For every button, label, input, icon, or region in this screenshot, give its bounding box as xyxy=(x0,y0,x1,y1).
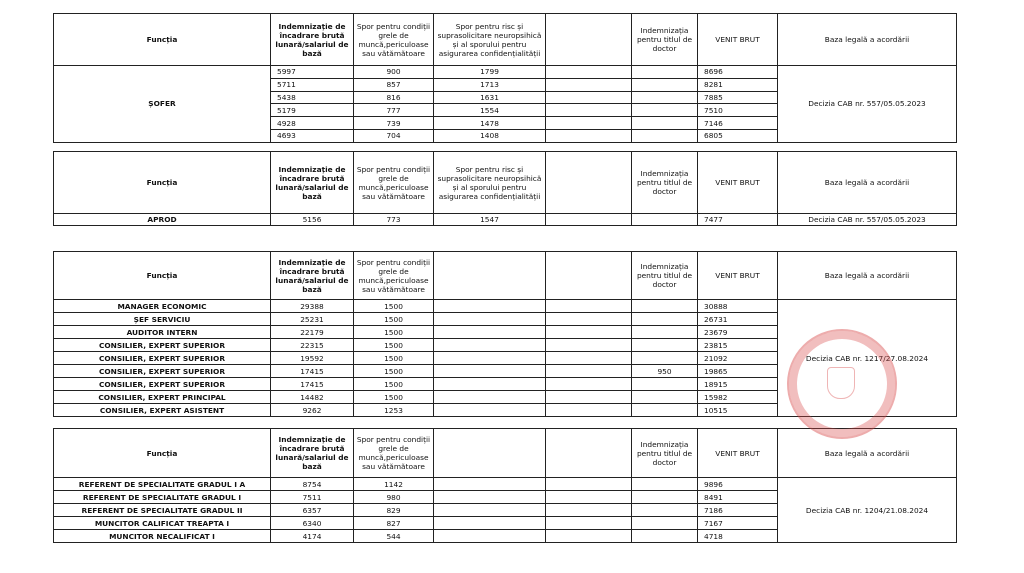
header-gross: VENIT BRUT xyxy=(698,152,778,214)
table-header-row xyxy=(54,429,957,478)
cell-blank xyxy=(546,326,632,339)
cell-gross: 8696 xyxy=(698,66,778,79)
cell-function: CONSILIER, EXPERT ASISTENT xyxy=(54,404,271,417)
cell-hard: 1500 xyxy=(354,313,434,326)
header-gross: VENIT BRUT xyxy=(698,252,778,300)
cell-hard: 1142 xyxy=(354,478,434,491)
cell-risk xyxy=(434,313,546,326)
cell-doctor xyxy=(632,91,698,104)
cell-blank xyxy=(546,504,632,517)
cell-gross: 23815 xyxy=(698,339,778,352)
cell-doctor xyxy=(632,504,698,517)
cell-hard: 857 xyxy=(354,78,434,91)
cell-gross: 4718 xyxy=(698,530,778,543)
cell-gross: 7186 xyxy=(698,504,778,517)
header-legal-basis: Baza legală a acordării xyxy=(778,14,957,66)
cell-hard: 827 xyxy=(354,517,434,530)
table-row xyxy=(54,300,957,313)
cell-function: CONSILIER, EXPERT SUPERIOR xyxy=(54,352,271,365)
cell-base: 19592 xyxy=(271,352,354,365)
cell-blank xyxy=(546,339,632,352)
cell-gross: 30888 xyxy=(698,300,778,313)
cell-gross: 21092 xyxy=(698,352,778,365)
cell-doctor xyxy=(632,104,698,117)
cell-gross: 8281 xyxy=(698,78,778,91)
cell-blank xyxy=(546,517,632,530)
cell-risk xyxy=(434,491,546,504)
table-row xyxy=(54,214,957,226)
cell-base: 6357 xyxy=(271,504,354,517)
cell-risk xyxy=(434,352,546,365)
cell-blank xyxy=(546,104,632,117)
header-gross: VENIT BRUT xyxy=(698,14,778,66)
cell-risk: 1547 xyxy=(434,214,546,226)
cell-hard: 829 xyxy=(354,504,434,517)
cell-hard: 1500 xyxy=(354,352,434,365)
cell-hard: 1253 xyxy=(354,404,434,417)
cell-gross: 7885 xyxy=(698,91,778,104)
cell-function: APROD xyxy=(54,214,271,226)
cell-blank xyxy=(546,91,632,104)
cell-risk xyxy=(434,365,546,378)
cell-base: 5156 xyxy=(271,214,354,226)
header-base-salary: Indemnizație de încadrare brută lunară/salariul de bază xyxy=(271,152,354,214)
cell-base: 6340 xyxy=(271,517,354,530)
cell-base: 5997 xyxy=(271,66,354,79)
header-risk-bonus: Spor pentru risc și suprasolicitare neuropsihică și al sporului pentru asigurarea confidențialității xyxy=(434,152,546,214)
cell-legal-basis: Decizia CAB nr. 1204/21.08.2024 xyxy=(778,478,957,543)
cell-doctor xyxy=(632,313,698,326)
header-doctor: Indemnizația pentru titlul de doctor xyxy=(632,252,698,300)
cell-legal-basis: Decizia CAB nr. 557/05.05.2023 xyxy=(778,66,957,143)
cell-blank xyxy=(546,214,632,226)
cell-hard: 1500 xyxy=(354,391,434,404)
cell-risk: 1554 xyxy=(434,104,546,117)
salary-table-usher xyxy=(53,151,957,226)
cell-gross: 18915 xyxy=(698,378,778,391)
header-legal-basis: Baza legală a acordării xyxy=(778,252,957,300)
cell-doctor xyxy=(632,300,698,313)
cell-hard: 1500 xyxy=(354,365,434,378)
cell-gross: 26731 xyxy=(698,313,778,326)
header-risk-bonus: Spor pentru risc și suprasolicitare neuropsihică și al sporului pentru asigurarea confidențialității xyxy=(434,14,546,66)
cell-blank xyxy=(546,391,632,404)
cell-function: CONSILIER, EXPERT SUPERIOR xyxy=(54,339,271,352)
cell-hard: 1500 xyxy=(354,378,434,391)
cell-risk xyxy=(434,504,546,517)
cell-hard: 704 xyxy=(354,129,434,142)
cell-blank xyxy=(546,478,632,491)
cell-hard: 900 xyxy=(354,66,434,79)
cell-base: 5711 xyxy=(271,78,354,91)
cell-base: 4174 xyxy=(271,530,354,543)
cell-doctor xyxy=(632,117,698,130)
cell-blank xyxy=(546,365,632,378)
table-header-row xyxy=(54,252,957,300)
header-legal-basis: Baza legală a acordării xyxy=(778,429,957,478)
cell-blank xyxy=(546,117,632,130)
cell-function: AUDITOR INTERN xyxy=(54,326,271,339)
cell-base: 4693 xyxy=(271,129,354,142)
header-hard-conditions: Spor pentru condiții grele de muncă,periculoase sau vătămătoare xyxy=(354,429,434,478)
cell-risk xyxy=(434,378,546,391)
table-header-row xyxy=(54,152,957,214)
cell-blank xyxy=(546,66,632,79)
cell-doctor xyxy=(632,78,698,91)
cell-function: ȘEF SERVICIU xyxy=(54,313,271,326)
cell-base: 22315 xyxy=(271,339,354,352)
cell-base: 9262 xyxy=(271,404,354,417)
header-legal-basis: Baza legală a acordării xyxy=(778,152,957,214)
cell-doctor xyxy=(632,530,698,543)
cell-doctor xyxy=(632,326,698,339)
header-blank xyxy=(546,14,632,66)
cell-risk xyxy=(434,339,546,352)
cell-function: REFERENT DE SPECIALITATE GRADUL I A xyxy=(54,478,271,491)
header-blank xyxy=(546,152,632,214)
cell-risk xyxy=(434,391,546,404)
cell-risk xyxy=(434,326,546,339)
cell-doctor xyxy=(632,214,698,226)
cell-function: MUNCITOR NECALIFICAT I xyxy=(54,530,271,543)
cell-hard: 777 xyxy=(354,104,434,117)
header-gross: VENIT BRUT xyxy=(698,429,778,478)
cell-function: CONSILIER, EXPERT PRINCIPAL xyxy=(54,391,271,404)
cell-function: MANAGER ECONOMIC xyxy=(54,300,271,313)
cell-base: 25231 xyxy=(271,313,354,326)
cell-gross: 7510 xyxy=(698,104,778,117)
cell-doctor xyxy=(632,517,698,530)
header-risk-bonus xyxy=(434,429,546,478)
table-header-row xyxy=(54,14,957,66)
cell-function: MUNCITOR CALIFICAT TREAPTA I xyxy=(54,517,271,530)
header-function: Funcția xyxy=(54,429,271,478)
cell-blank xyxy=(546,404,632,417)
cell-doctor xyxy=(632,378,698,391)
cell-gross: 7167 xyxy=(698,517,778,530)
cell-hard: 773 xyxy=(354,214,434,226)
cell-function: REFERENT DE SPECIALITATE GRADUL II xyxy=(54,504,271,517)
cell-legal-basis: Decizia CAB nr. 1217/27.08.2024 xyxy=(778,300,957,417)
header-blank xyxy=(546,252,632,300)
cell-doctor xyxy=(632,352,698,365)
cell-doctor xyxy=(632,339,698,352)
cell-risk xyxy=(434,300,546,313)
cell-risk xyxy=(434,517,546,530)
cell-legal-basis: Decizia CAB nr. 557/05.05.2023 xyxy=(778,214,957,226)
cell-function: CONSILIER, EXPERT SUPERIOR xyxy=(54,365,271,378)
cell-blank xyxy=(546,313,632,326)
cell-gross: 9896 xyxy=(698,478,778,491)
header-function: Funcția xyxy=(54,14,271,66)
cell-doctor xyxy=(632,66,698,79)
header-base-salary: Indemnizație de încadrare brută lunară/salariul de bază xyxy=(271,14,354,66)
cell-function: REFERENT DE SPECIALITATE GRADUL I xyxy=(54,491,271,504)
cell-hard: 1500 xyxy=(354,300,434,313)
cell-blank xyxy=(546,530,632,543)
header-hard-conditions: Spor pentru condiții grele de muncă,periculoase sau vătămătoare xyxy=(354,152,434,214)
cell-risk: 1713 xyxy=(434,78,546,91)
cell-doctor xyxy=(632,491,698,504)
cell-risk xyxy=(434,478,546,491)
table-row xyxy=(54,66,957,79)
header-doctor: Indemnizația pentru titlul de doctor xyxy=(632,429,698,478)
cell-base: 17415 xyxy=(271,365,354,378)
header-risk-bonus xyxy=(434,252,546,300)
cell-doctor xyxy=(632,478,698,491)
cell-blank xyxy=(546,300,632,313)
cell-hard: 1500 xyxy=(354,326,434,339)
cell-risk xyxy=(434,404,546,417)
cell-blank xyxy=(546,491,632,504)
cell-blank xyxy=(546,129,632,142)
cell-base: 5438 xyxy=(271,91,354,104)
header-hard-conditions: Spor pentru condiții grele de muncă,periculoase sau vătămătoare xyxy=(354,14,434,66)
cell-function: ȘOFER xyxy=(54,66,271,143)
cell-base: 4928 xyxy=(271,117,354,130)
header-hard-conditions: Spor pentru condiții grele de muncă,periculoase sau vătămătoare xyxy=(354,252,434,300)
salary-table-referents xyxy=(53,428,957,543)
cell-doctor: 950 xyxy=(632,365,698,378)
cell-base: 14482 xyxy=(271,391,354,404)
cell-risk: 1799 xyxy=(434,66,546,79)
cell-hard: 739 xyxy=(354,117,434,130)
header-doctor: Indemnizația pentru titlul de doctor xyxy=(632,14,698,66)
header-base-salary: Indemnizație de încadrare brută lunară/salariul de bază xyxy=(271,252,354,300)
cell-blank xyxy=(546,378,632,391)
cell-base: 29388 xyxy=(271,300,354,313)
cell-hard: 816 xyxy=(354,91,434,104)
cell-gross: 8491 xyxy=(698,491,778,504)
cell-base: 8754 xyxy=(271,478,354,491)
cell-blank xyxy=(546,352,632,365)
header-function: Funcția xyxy=(54,252,271,300)
cell-doctor xyxy=(632,129,698,142)
cell-risk: 1631 xyxy=(434,91,546,104)
cell-risk: 1408 xyxy=(434,129,546,142)
cell-function: CONSILIER, EXPERT SUPERIOR xyxy=(54,378,271,391)
cell-gross: 6805 xyxy=(698,129,778,142)
cell-gross: 7477 xyxy=(698,214,778,226)
cell-gross: 23679 xyxy=(698,326,778,339)
cell-gross: 10515 xyxy=(698,404,778,417)
cell-blank xyxy=(546,78,632,91)
cell-hard: 1500 xyxy=(354,339,434,352)
header-function: Funcția xyxy=(54,152,271,214)
cell-base: 22179 xyxy=(271,326,354,339)
cell-doctor xyxy=(632,404,698,417)
header-blank xyxy=(546,429,632,478)
header-doctor: Indemnizația pentru titlul de doctor xyxy=(632,152,698,214)
cell-hard: 544 xyxy=(354,530,434,543)
cell-risk xyxy=(434,530,546,543)
salary-table-experts xyxy=(53,251,957,417)
cell-base: 7511 xyxy=(271,491,354,504)
cell-gross: 7146 xyxy=(698,117,778,130)
table-row xyxy=(54,478,957,491)
cell-gross: 15982 xyxy=(698,391,778,404)
cell-doctor xyxy=(632,391,698,404)
header-base-salary: Indemnizație de încadrare brută lunară/salariul de bază xyxy=(271,429,354,478)
salary-table-driver xyxy=(53,13,957,143)
cell-base: 17415 xyxy=(271,378,354,391)
cell-hard: 980 xyxy=(354,491,434,504)
cell-risk: 1478 xyxy=(434,117,546,130)
cell-gross: 19865 xyxy=(698,365,778,378)
cell-base: 5179 xyxy=(271,104,354,117)
